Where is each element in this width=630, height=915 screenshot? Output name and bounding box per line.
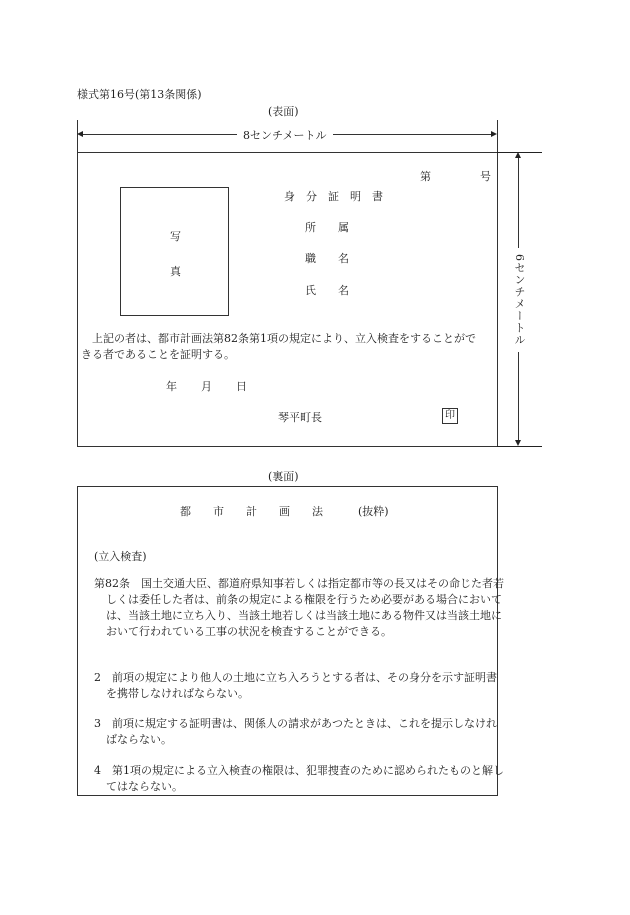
photo-label-2: 真 — [170, 265, 181, 278]
number-label: 第 — [420, 170, 431, 183]
height-dim-label: 6センチメートル — [511, 248, 527, 352]
date-year: 年 — [166, 380, 177, 393]
front-heading: (表面) — [268, 105, 299, 118]
back-heading: (裏面) — [268, 470, 299, 483]
article-82-para-4: 4 第1項の規定による立入検査の権限は、犯罪捜査のために認められたものと解してはならない。 — [94, 764, 504, 793]
section-heading: (立入検査) — [94, 550, 147, 563]
issuer: 琴平町長 — [278, 411, 322, 424]
certification-statement: 上記の者は、都市計画法第82条第1項の規定により、立入検査をすることができる者であることを証明する。 — [81, 332, 476, 361]
article-82-para-2: 2 前項の規定により他人の土地に立ち入ろうとする者は、その身分を示す証明書を携帯しなければならない。 — [94, 671, 497, 700]
width-dim-left-arrow — [77, 131, 83, 137]
width-dim-right-tick — [497, 120, 498, 152]
law-title: 都 市 計 画 法 — [180, 505, 323, 518]
date-day: 日 — [236, 380, 247, 393]
height-dim-bottom-arrow — [515, 440, 521, 446]
height-dim-top-arrow — [515, 152, 521, 158]
form-title: 様式第16号(第13条関係) — [77, 88, 202, 101]
date-month: 月 — [201, 380, 212, 393]
law-note: (抜粋) — [358, 505, 389, 518]
photo-box — [120, 187, 229, 316]
field-name: 氏 名 — [305, 284, 349, 297]
number-suffix: 号 — [480, 170, 491, 183]
field-affiliation: 所 属 — [305, 221, 349, 234]
field-title: 職 名 — [305, 252, 349, 265]
photo-label-1: 写 — [170, 230, 181, 243]
article-82: 第82条 国土交通大臣、都道府県知事若しくは指定都市等の長又はその命じた者若しくは委任した者は、前条の規定による権限を行うため必要がある場合においては、当該土地に立ち入り、当該土地若しくは当該土地にある物件又は当該土地において行われている工事の状況を検査することができる。 — [94, 577, 504, 638]
back-card — [77, 486, 498, 796]
seal-stamp: 印 — [442, 408, 458, 424]
width-dim-right-arrow — [491, 131, 497, 137]
height-dim-bottom-tick — [497, 446, 542, 447]
document-title: 身 分 証 明 書 — [284, 190, 383, 203]
article-82-para-3: 3 前項に規定する証明書は、関係人の請求があつたときは、これを提示しなければならない。 — [94, 717, 497, 746]
width-dim-label: 8センチメートル — [237, 127, 333, 143]
